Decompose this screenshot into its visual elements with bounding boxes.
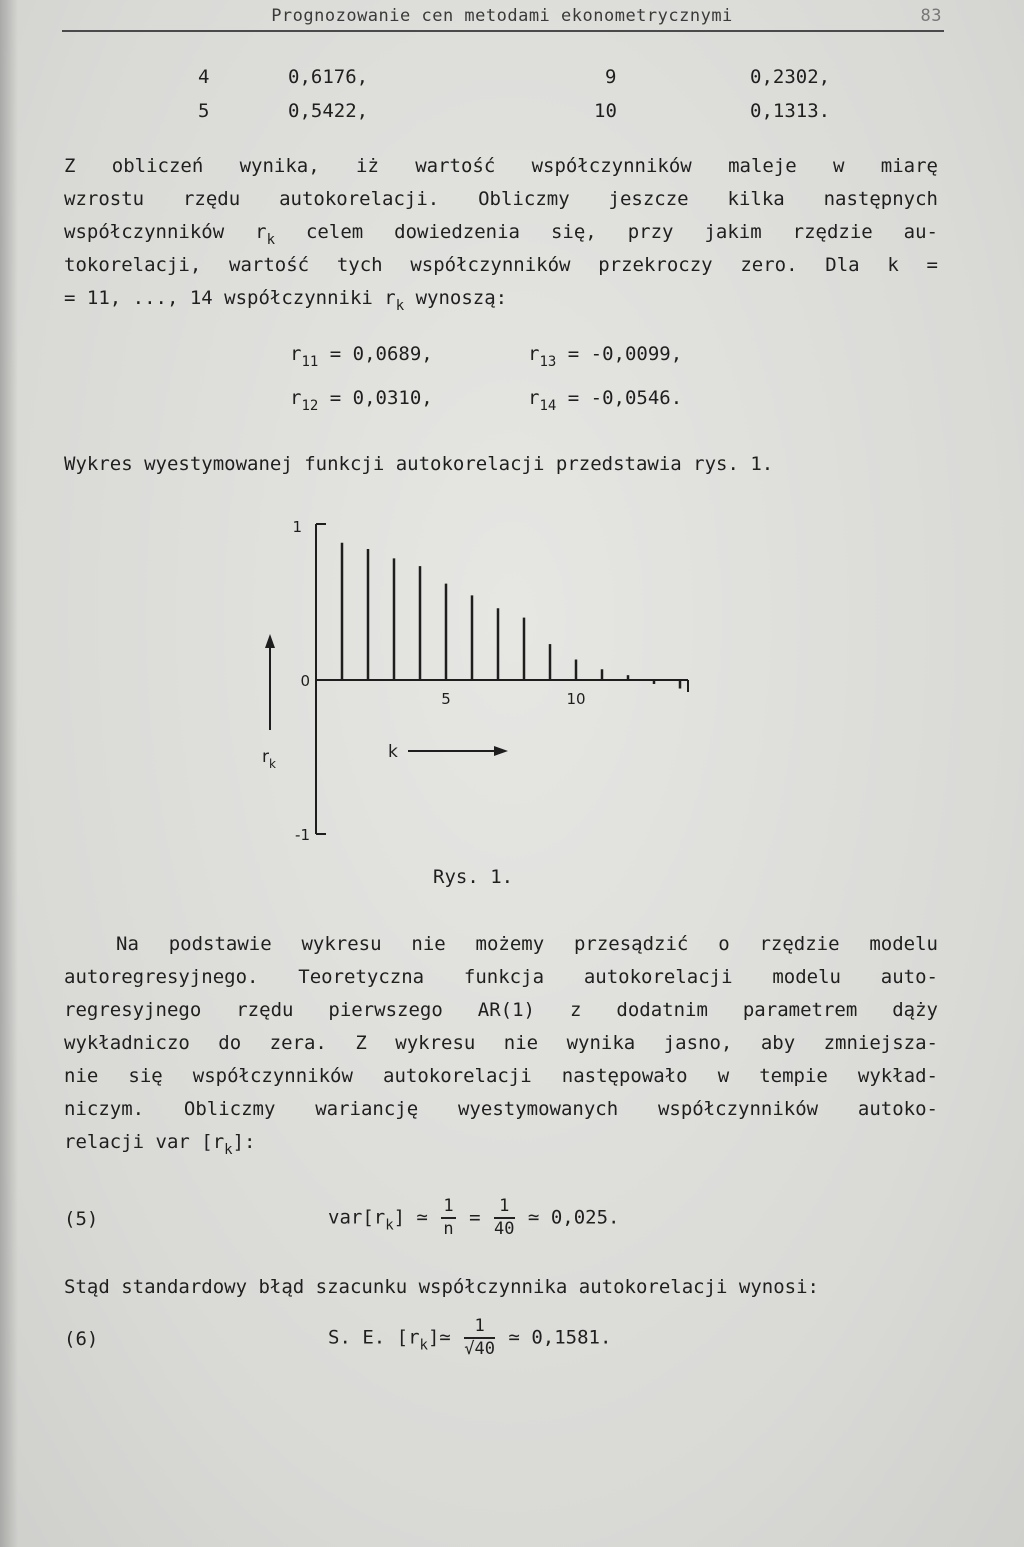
paragraph-line: tokorelacji, wartość tych współczynników przekroczy zero. Dla k = [64,254,938,276]
y-tick-label: -1 [295,826,310,844]
row-value: 0,5422, [288,100,369,122]
paragraph-2 [64,928,938,1159]
row-index: 10 [594,100,617,122]
y-tick-label: 1 [292,518,302,536]
header-rule [62,30,944,32]
equation-6-label: (6) [64,1328,99,1350]
fraction: $\frac{1}{40}$ [494,1196,515,1239]
x-label-arrowhead [494,746,508,756]
equation-6: S. E. $[r_k]≃$ $\frac{1}{√40}$ ≃ 0,1581. [328,1316,612,1359]
paragraph-line: regresyjnego rzędu pierwszego AR(1) z dodatnim parametrem dąży [64,999,938,1021]
x-tick-label: 10 [566,690,586,708]
coefficient-r12: $r_{12} = 0,0310$, [290,387,433,414]
paragraph-line: nie się współczynników autokorelacji następowało w tempie wykład- [64,1065,938,1087]
equation-5-label: (5) [64,1208,99,1230]
paragraph-line: współczynników $r_k$ celem dowiedzenia się, przy jakim rzędzie au- [64,221,938,248]
row-index: 9 [605,66,617,88]
paragraph-line: wykładniczo do zera. Z wykresu nie wynika jasno, aby zmniejsza- [64,1032,938,1054]
coefficient-r13: $r_{13} = -0,0099$, [528,343,683,370]
row-index: 5 [198,100,210,122]
equation-5: $var[r_k]$ ≃ $\frac{1}{n}$ = $\frac{1}{40}$ ≃ 0,025. [328,1196,620,1239]
header-page-number: 83 [920,6,942,26]
coefficient-r14: $r_{14} = -0,0546$. [528,387,683,414]
coefficient-r11: $r_{11} = 0,0689$, [290,343,433,370]
row-value: 0,6176, [288,66,369,88]
row-value: 0,2302, [750,66,831,88]
row-value: 0,1313. [750,100,831,122]
paragraph-1 [64,150,938,315]
autocorrelation-chart [240,510,720,870]
scan-edge-shadow [0,0,18,1547]
header-title: Prognozowanie cen metodami ekonometrycznymi [271,6,733,26]
paragraph-line: niczym. Obliczmy wariancję wyestymowanych współczynników autoko- [64,1098,938,1120]
x-tick-label: 5 [441,690,451,708]
chart-intro-text: Wykres wyestymowanej funkcji autokorelacji przedstawia rys. 1. [64,453,774,475]
fraction: $\frac{1}{n}$ [443,1196,454,1239]
paragraph-line: wzrostu rzędu autokorelacji. Obliczmy jeszcze kilka następnych [64,188,938,210]
x-axis-label: k [388,742,398,762]
paragraph-line: relacji var $[r_k]$: [64,1131,256,1158]
fraction: $\frac{1}{√40}$ [464,1316,496,1359]
y-tick-label: 0 [300,672,310,690]
paragraph-line: = 11, ..., 14 współczynniki $r_k$ wynoszą: [64,287,508,314]
y-axis-label: $r_k$ [262,747,276,771]
paragraph-line: Z obliczeń wynika, iż wartość współczynników maleje w miarę [64,155,938,177]
equation-intro-text: Stąd standardowy błąd szacunku współczynnika autokorelacji wynosi: [64,1276,819,1298]
paragraph-line: autoregresyjnego. Teoretyczna funkcja autokorelacji modelu auto- [64,966,938,988]
paragraph-line: Na podstawie wykresu nie możemy przesądzić o rzędzie modelu [116,933,938,955]
figure-caption: Rys. 1. [433,866,514,888]
y-label-arrowhead [265,634,275,648]
row-index: 4 [198,66,210,88]
running-header [62,6,942,26]
